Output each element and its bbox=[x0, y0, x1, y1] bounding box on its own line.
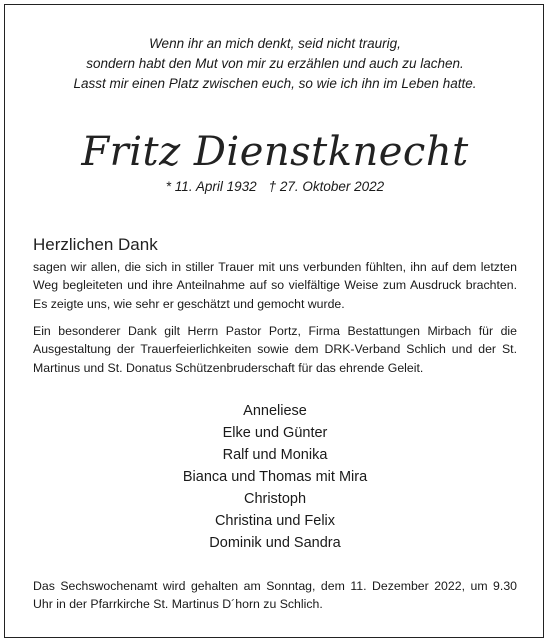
poem bbox=[0, 34, 550, 94]
birth-date: * 11. April 1932 bbox=[165, 179, 257, 194]
poem-line: Wenn ihr an mich denkt, seid nicht traurig, bbox=[149, 36, 401, 51]
life-dates bbox=[0, 178, 550, 196]
thanks-heading: Herzlichen Dank bbox=[33, 235, 158, 254]
death-date: † 27. Oktober 2022 bbox=[268, 179, 385, 194]
special-thanks-paragraph: Ein besonderer Dank gilt Herrn Pastor Portz, Firma Bestattungen Mirbach für die Ausgestaltung der Trauerfeierlichkeiten sowie dem DRK-Verband Schlich und der St. Martinus und St. Donatus Schützenbruderschaft für das ehrende Geleit. bbox=[33, 324, 517, 375]
deceased-name: Fritz Dienstknecht bbox=[81, 129, 469, 175]
poem-line: sondern habt den Mut von mir zu erzählen und auch zu lachen. bbox=[86, 56, 464, 71]
family-member: Ralf und Monika bbox=[222, 447, 328, 463]
family-list bbox=[0, 400, 550, 554]
family-member: Anneliese bbox=[243, 403, 307, 419]
mass-notice: Das Sechswochenamt wird gehalten am Sonntag, dem 11. Dezember 2022, um 9.30 Uhr in der Pfarrkirche St. Martinus D´horn zu Schlich. bbox=[33, 579, 517, 612]
thanks-paragraph: sagen wir allen, die sich in stiller Trauer mit uns verbunden fühlten, ihn auf dem letzten Weg begleiteten und ihre Anteilnahme auf so vielfältige Weise zum Ausdruck brachten. Es zeigte uns, wie sehr er geschätzt und gemocht wurde. bbox=[33, 260, 517, 311]
family-member: Christina und Felix bbox=[214, 513, 336, 529]
family-member: Elke und Günter bbox=[222, 425, 328, 441]
family-member: Dominik und Sandra bbox=[209, 535, 341, 551]
poem-line: Lasst mir einen Platz zwischen euch, so wie ich ihn im Leben hatte. bbox=[73, 76, 477, 91]
family-member: Christoph bbox=[243, 491, 307, 507]
family-member: Bianca und Thomas mit Mira bbox=[182, 469, 368, 485]
